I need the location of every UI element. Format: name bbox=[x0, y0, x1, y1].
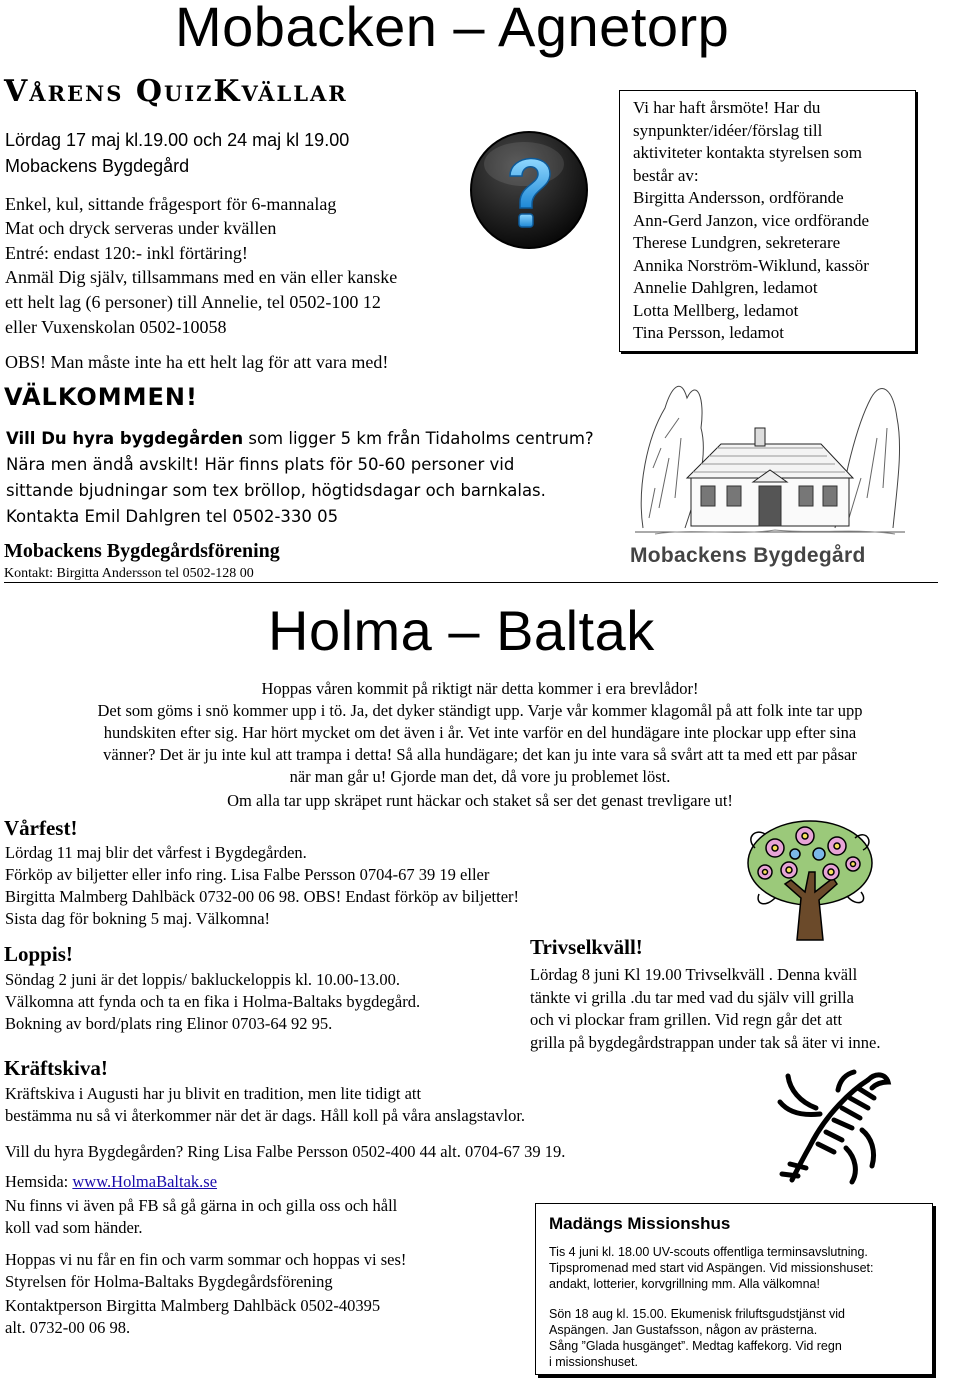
quiz-obs: OBS! Man måste inte ha ett helt lag för att vara med! bbox=[5, 352, 389, 372]
closing-line: Hoppas vi nu får en fin och varm sommar och hoppas vi ses! bbox=[5, 1250, 407, 1269]
varfest-line: Lördag 11 maj blir det vårfest i Bygdegården. bbox=[5, 843, 307, 862]
madang-line: Sång ”Glada husgänget”. Medtag kaffekorg. Vid regn bbox=[549, 1339, 842, 1353]
madang-line: Aspängen. Jan Gustafsson, någon av prästerna. bbox=[549, 1323, 818, 1337]
trivsel-box bbox=[517, 935, 947, 1059]
holma-intro-line: hundskiten efter sig. Har hört mycket om det även i år. Vet inte varför en del hundägare inte plockar upp efter sina bbox=[103, 723, 857, 742]
page-title: Mobacken – Agnetorp bbox=[175, 0, 730, 58]
rental-line-bold: Vill Du hyra bygdegården bbox=[6, 429, 244, 448]
quiz-detail: Mat och dryck serveras under kvällen bbox=[5, 218, 277, 238]
holma-intro-line: Hoppas våren kommit på riktigt när detta kommer i era brevlådor! bbox=[261, 679, 699, 698]
varfest-line: Sista dag för bokning 5 maj. Välkomna! bbox=[5, 909, 271, 928]
holma-title: Holma – Baltak bbox=[268, 599, 655, 662]
kraftskiva-heading: Kräftskiva! bbox=[4, 1056, 108, 1080]
holma-intro-line: vänner? Det är ju inte kul att trampa i detta! Så alla hundägare; det kan ju inte vara så svårt att ta med ett par påsar bbox=[103, 745, 857, 764]
board-line: Vi har haft årsmöte! Har du bbox=[633, 98, 821, 117]
board-line: Lotta Mellberg, ledamot bbox=[633, 300, 799, 320]
quiz-title: Vårens QuizKvällar bbox=[4, 74, 348, 109]
trivsel-line: grilla på bygdegårdstrappan under tak så äter vi inne. bbox=[530, 1032, 881, 1052]
madang-line: Tipspromenad med start vid Aspängen. Vid missionshuset: bbox=[549, 1261, 874, 1275]
board-line: Ann-Gerd Janzon, vice ordförande bbox=[633, 210, 870, 230]
madang-box bbox=[535, 1203, 933, 1375]
website-link[interactable]: www.HolmaBaltak.se bbox=[72, 1172, 218, 1191]
quiz-date: Lördag 17 maj kl.19.00 och 24 maj kl 19.00 bbox=[5, 130, 350, 150]
board-line: består av: bbox=[633, 165, 699, 185]
building-caption: Mobackens Bygdegård bbox=[630, 544, 866, 567]
madang-line: andakt, lotterier, korvgrillning mm. Alla välkomna! bbox=[549, 1277, 820, 1291]
closing-line: alt. 0732-00 06 98. bbox=[5, 1318, 131, 1337]
board-box bbox=[619, 90, 916, 352]
madang-line: Sön 18 aug kl. 15.00. Ekumenisk friluftsgudstjänst vid bbox=[549, 1307, 845, 1321]
varfest-line: Birgitta Malmberg Dahlbäck 0732-00 06 98. OBS! Endast förköp av biljetter! bbox=[5, 887, 520, 906]
kraftskiva-line: Kräftskiva i Augusti har ju blivit en tradition, men lite tidigt att bbox=[5, 1084, 422, 1103]
hyra-text: Vill du hyra Bygdegården? Ring Lisa Falbe Persson 0502-400 44 alt. 0704-67 39 19. bbox=[5, 1142, 566, 1161]
section-divider bbox=[4, 582, 938, 583]
website-line bbox=[5, 1171, 217, 1193]
trivsel-line: Lördag 8 juni Kl 19.00 Trivselkväll . Denna kväll bbox=[530, 965, 858, 984]
madang-line: Tis 4 juni kl. 18.00 UV-scouts offentliga terminsavslutning. bbox=[549, 1245, 868, 1259]
welcome-text: VÄLKOMMEN! bbox=[4, 383, 198, 411]
kraftskiva-line: bestämma nu så vi återkommer när det är dags. Håll koll på våra anslagstavlor. bbox=[5, 1106, 526, 1125]
closing-line: Styrelsen för Holma-Baltaks Bygdegårdsförening bbox=[5, 1272, 333, 1291]
crayfish-illustration bbox=[776, 1068, 894, 1186]
rental-line: Kontakta Emil Dahlgren tel 0502-330 05 bbox=[6, 507, 339, 526]
madang-heading: Madängs Missionshus bbox=[549, 1214, 731, 1233]
building-illustration bbox=[635, 368, 905, 536]
varfest-heading: Vårfest! bbox=[4, 816, 78, 840]
question-icon bbox=[468, 128, 590, 252]
quiz-venue: Mobackens Bygdegård bbox=[5, 156, 190, 176]
rental-line-rest: som ligger 5 km från Tidaholms centrum? bbox=[243, 429, 594, 448]
madang-line: i missionshuset. bbox=[549, 1355, 638, 1369]
loppis-heading: Loppis! bbox=[4, 942, 73, 966]
rental-line: sittande bjudningar som tex bröllop, högtidsdagar och barnkalas. bbox=[6, 481, 546, 500]
quiz-detail: ett helt lag (6 personer) till Annelie, tel 0502-100 12 bbox=[5, 292, 381, 312]
board-line: Tina Persson, ledamot bbox=[633, 323, 784, 342]
closing-line: Kontaktperson Birgitta Malmberg Dahlbäck 0502-40395 bbox=[5, 1296, 381, 1315]
board-line: Therese Lundgren, sekreterare bbox=[633, 233, 841, 252]
website-label: Hemsida: bbox=[5, 1172, 73, 1191]
rental-line: Nära men ändå avskilt! Här finns plats för 50-60 personer vid bbox=[6, 455, 515, 474]
org-contact: Kontakt: Birgitta Andersson tel 0502-128 00 bbox=[4, 566, 254, 581]
rental-line bbox=[6, 426, 594, 452]
holma-intro-line: när man går u! Gjorde man det, då vore ju problemet löst. bbox=[289, 767, 671, 786]
loppis-line: Välkomna att fynda och ta en fika i Holma-Baltaks bygdegård. bbox=[5, 992, 421, 1011]
loppis-line: Bokning av bord/plats ring Elinor 0703-64 92 95. bbox=[5, 1014, 333, 1033]
quiz-detail: Enkel, kul, sittande frågesport för 6-mannalag bbox=[5, 194, 337, 214]
varfest-line: Förköp av biljetter eller info ring. Lisa Falbe Persson 0704-67 39 19 eller bbox=[5, 865, 490, 884]
loppis-line: Söndag 2 juni är det loppis/ bakluckeloppis kl. 10.00-13.00. bbox=[5, 970, 401, 989]
trivsel-line: tänkte vi grilla .du tar med vad du själv vill grilla bbox=[530, 987, 854, 1007]
org-name: Mobackens Bygdegårdsförening bbox=[4, 540, 280, 562]
web-line: koll vad som händer. bbox=[5, 1218, 143, 1237]
web-line: Nu finns vi även på FB så gå gärna in och gilla oss och håll bbox=[5, 1196, 398, 1215]
quiz-detail: eller Vuxenskolan 0502-10058 bbox=[5, 317, 227, 337]
holma-intro-line: Om alla tar upp skräpet runt häckar och staket så ser det genast trevligare ut! bbox=[227, 791, 733, 810]
quiz-detail: Entré: endast 120:- inkl förtäring! bbox=[5, 243, 248, 263]
board-line: Annika Norström-Wiklund, kassör bbox=[633, 255, 869, 275]
board-line: synpunkter/idéer/förslag till bbox=[633, 120, 823, 140]
tree-illustration bbox=[735, 808, 885, 943]
holma-intro-line: Det som göms i snö kommer upp i tö. Ja, det dyker ständigt upp. Varje vår kommer klagomål på att folk inte tar upp bbox=[97, 701, 863, 720]
quiz-detail: Anmäl Dig själv, tillsammans med en vän eller kanske bbox=[5, 267, 398, 287]
trivsel-line: och vi plockar fram grillen. Vid regn går det att bbox=[530, 1010, 843, 1029]
board-line: aktiviteter kontakta styrelsen som bbox=[633, 143, 862, 162]
board-line: Annelie Dahlgren, ledamot bbox=[633, 278, 818, 297]
board-line: Birgitta Andersson, ordförande bbox=[633, 188, 844, 207]
trivsel-heading: Trivselkväll! bbox=[530, 935, 643, 959]
